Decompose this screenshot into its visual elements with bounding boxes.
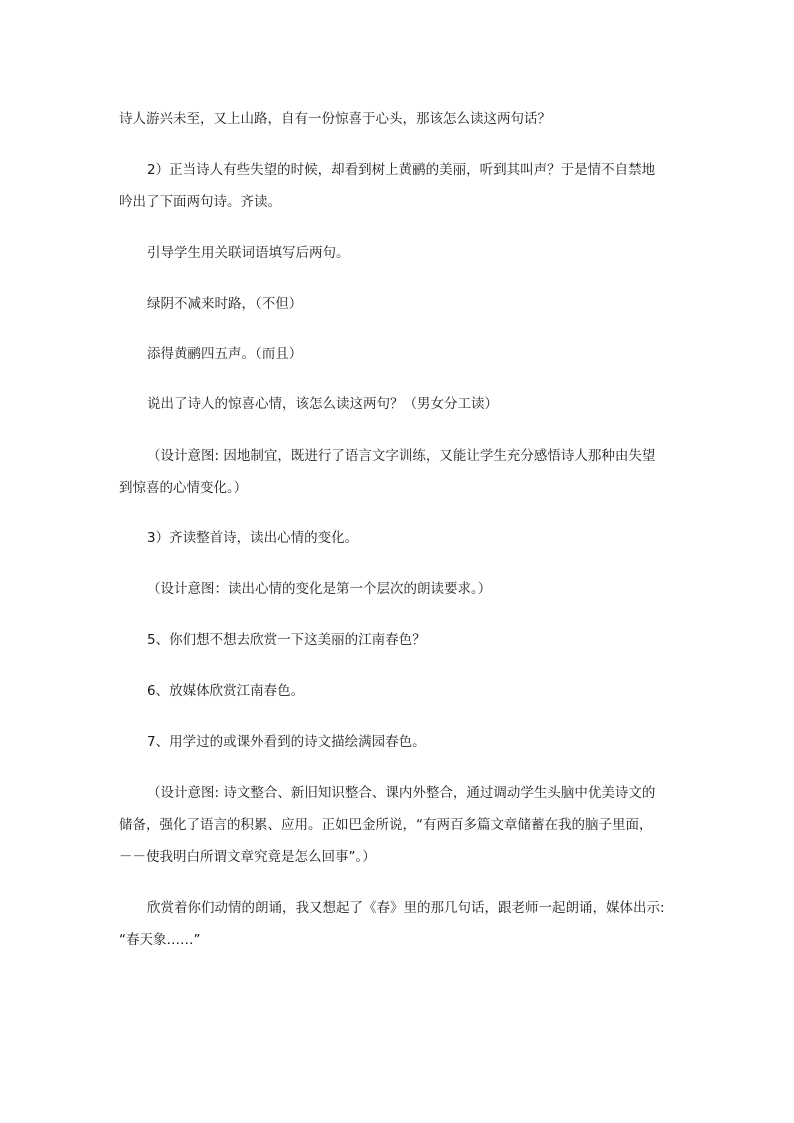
paragraph-3 [119,237,707,269]
text-line: （设计意图: 诗文整合、新旧知识整合、课内外整合，通过调动学生头脑中优美诗文的 [147,785,656,801]
text-line: 诗人游兴未至，又上山路，自有一份惊喜于心头，那该怎么读这两句话？ [119,111,551,127]
paragraph-2 [119,154,679,218]
text-line: 储备，强化了语言的积累、应用。正如巴金所说，“有两百多篇文章储蓄在我的脑子里面， [119,817,653,833]
paragraph-12 [119,726,707,758]
text-line: 绿阴不减来时路，（不但） [147,296,303,312]
paragraph-14 [119,892,679,956]
paragraph-11 [119,675,707,707]
text-line: 欣赏着你们动情的朗诵，我又想起了《春》里的那几句话，跟老师一起朗诵，媒体出示: [147,900,665,916]
text-line: 6、放媒体欣赏江南春色。 [147,683,305,699]
paragraph-13 [119,777,679,873]
text-line: “春天象……” [119,932,201,948]
text-line: 添得黄鹂四五声。（而且） [147,346,303,362]
text-line: 引导学生用关联词语填写后两句。 [147,245,350,261]
paragraph-10 [119,624,707,656]
text-line: 7、用学过的或课外看到的诗文描绘满园春色。 [147,734,426,750]
paragraph-6 [119,388,707,420]
text-line: 吟出了下面两句诗。齐读。 [119,194,281,210]
paragraph-7 [119,440,679,504]
paragraph-1 [119,103,679,135]
text-line: －－使我明白所谓文章究竟是怎么回事”。） [119,849,376,865]
text-line: （设计意图：读出心情的变化是第一个层次的朗读要求。） [147,581,492,597]
paragraph-5 [119,338,707,370]
paragraph-9 [119,573,707,605]
text-line: （设计意图: 因地制宜，既进行了语言文字训练，又能让学生充分感悟诗人那种由失望 [147,448,656,464]
text-line: 到惊喜的心情变化。） [119,480,248,496]
text-line: 5、你们想不想去欣赏一下这美丽的江南春色？ [147,632,426,648]
text-line: 3）齐读整首诗，读出心情的变化。 [147,530,359,546]
text-line: 说出了诗人的惊喜心情，该怎么读这两句？（男女分工读） [147,396,498,412]
text-line: 2）正当诗人有些失望的时候，却看到树上黄鹂的美丽，听到其叫声？于是情不自禁地 [147,162,656,178]
paragraph-4 [119,288,707,320]
paragraph-8 [119,522,707,554]
